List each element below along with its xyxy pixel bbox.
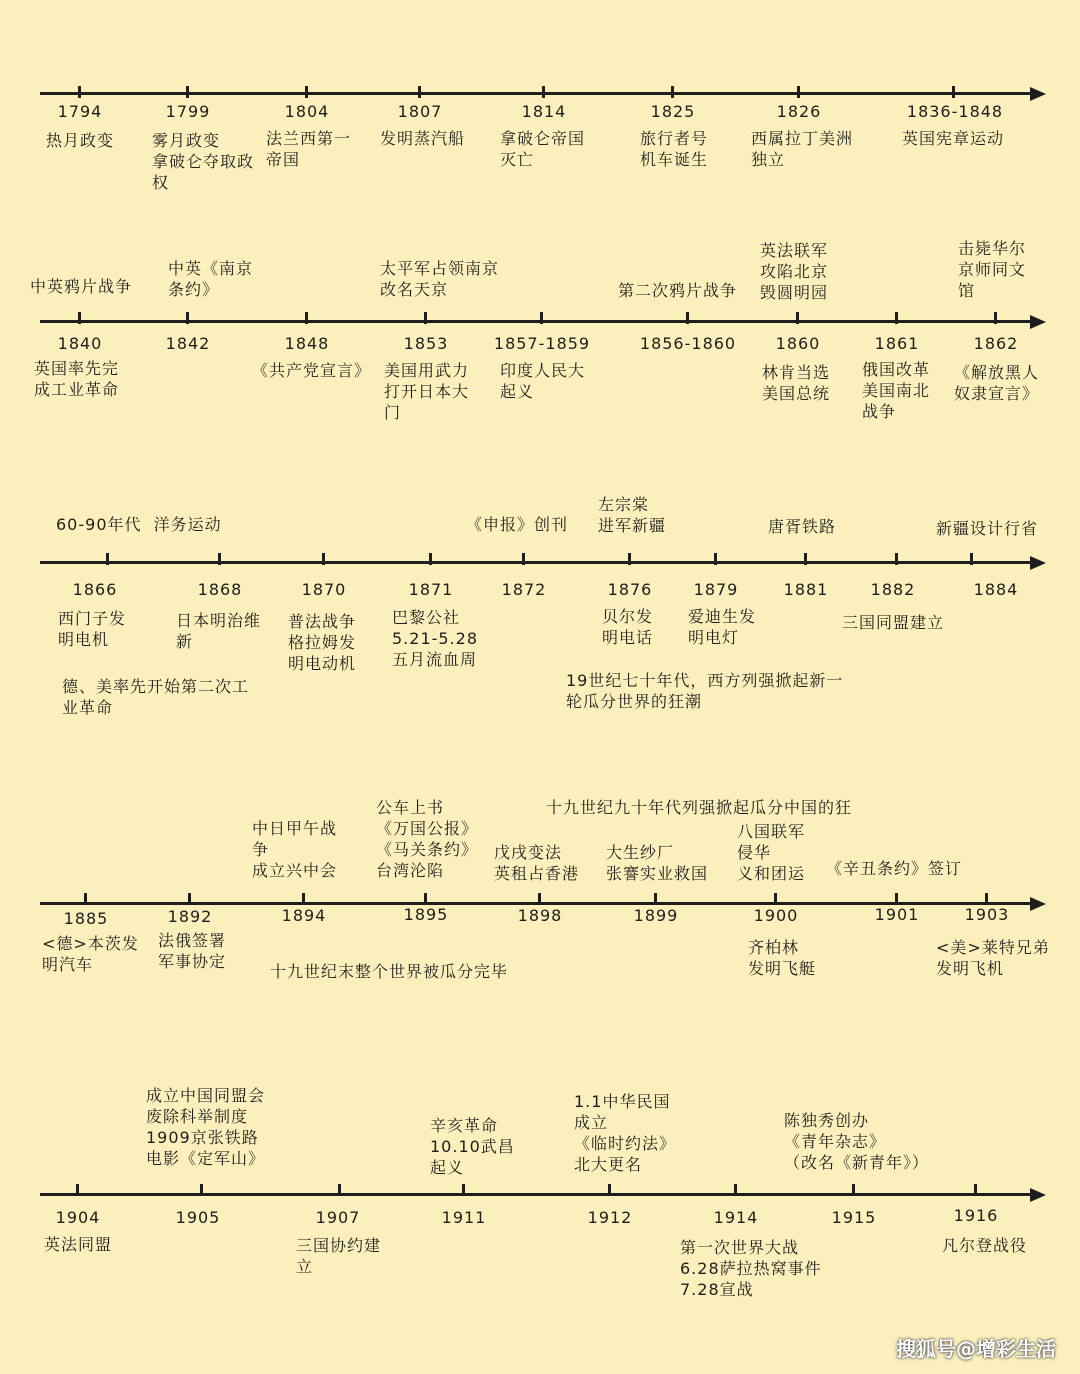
tick	[305, 312, 308, 324]
event-text: 热月政变	[46, 131, 115, 150]
tick	[671, 86, 674, 98]
tick	[714, 553, 717, 565]
tick	[418, 86, 421, 98]
timeline-axis-5	[40, 1193, 1030, 1196]
tick	[462, 1184, 465, 1196]
event-text: 十九世纪末整个世界被瓜分完毕	[270, 962, 509, 981]
year-label: 1879	[693, 580, 739, 599]
year-label: 1903	[964, 905, 1010, 924]
tick	[852, 1184, 855, 1196]
year-label: 1876	[607, 580, 653, 599]
tick	[654, 893, 657, 905]
year-label: 1866	[72, 580, 118, 599]
tick	[429, 553, 432, 565]
event-text: 西门子发 明电机	[58, 609, 127, 649]
year-label: 1900	[753, 906, 799, 925]
event-text: 公车上书 《万国公报》 《马关条约》 台湾沦陷	[376, 798, 479, 880]
year-label: 1881	[783, 580, 829, 599]
event-text: 第二次鸦片战争	[618, 281, 738, 300]
tick	[895, 312, 898, 324]
event-text: 新疆设计行省	[936, 519, 1039, 538]
tick	[188, 893, 191, 905]
tick	[78, 86, 81, 98]
year-label: 1814	[521, 102, 567, 121]
event-text: 法兰西第一 帝国	[266, 129, 352, 169]
event-text: 《申报》创刊	[466, 515, 569, 534]
year-label: 1916	[953, 1206, 999, 1225]
tick	[985, 893, 988, 905]
year-label: 1904	[55, 1208, 101, 1227]
year-label: 1884	[973, 580, 1019, 599]
event-text: 印度人民大 起义	[500, 361, 586, 401]
year-label: 1853	[403, 334, 449, 353]
event-text: 成立中国同盟会 废除科举制度 1909京张铁路 电影《定军山》	[146, 1086, 266, 1168]
event-text: 拿破仑帝国 灭亡	[500, 129, 586, 169]
tick	[970, 553, 973, 565]
tick	[952, 86, 955, 98]
event-text: 巴黎公社 5.21-5.28 五月流血周	[392, 608, 479, 669]
event-text: 德、美率先开始第二次工 业革命	[62, 677, 250, 717]
event-text: 英法同盟	[44, 1235, 113, 1254]
year-label: 1899	[633, 906, 679, 925]
timeline-axis-3	[40, 561, 1030, 564]
event-text: 《解放黑人 奴隶宣言》	[954, 363, 1040, 403]
watermark: 搜狐号@增彩生活	[896, 1337, 1056, 1361]
year-label: 1857-1859	[493, 334, 591, 353]
year-label: 1882	[870, 580, 916, 599]
year-label: 1914	[713, 1208, 759, 1227]
tick	[186, 86, 189, 98]
event-text: 普法战争 格拉姆发 明电动机	[288, 612, 357, 673]
event-text: 《共产党宣言》	[252, 361, 372, 380]
year-label: 1901	[874, 905, 920, 924]
tick	[302, 893, 305, 905]
event-text: 英法联军 攻陷北京 毁圆明园	[760, 241, 829, 302]
year-label: 1871	[408, 580, 454, 599]
tick	[106, 553, 109, 565]
tick	[522, 553, 525, 565]
tick	[305, 86, 308, 98]
event-text: 爱迪生发 明电灯	[688, 607, 757, 647]
event-text: <美>莱特兄弟 发明飞机	[936, 938, 1050, 978]
year-label: 1860	[775, 334, 821, 353]
event-text: 齐柏林 发明飞艇	[748, 938, 817, 978]
year-label: 1836-1848	[906, 102, 1004, 121]
year-label: 1861	[874, 334, 920, 353]
event-text: 60-90年代 洋务运动	[56, 515, 222, 534]
event-text: 中英《南京 条约》	[168, 259, 254, 299]
tick	[542, 86, 545, 98]
tick	[538, 893, 541, 905]
tick	[974, 1184, 977, 1196]
event-text: 唐胥铁路	[768, 517, 837, 536]
tick	[338, 1184, 341, 1196]
tick	[218, 553, 221, 565]
tick	[796, 312, 799, 324]
tick	[76, 1184, 79, 1196]
year-label: 1794	[57, 102, 103, 121]
tick	[84, 893, 87, 905]
arrow-right-icon	[1030, 556, 1046, 570]
event-text: 三国协约建 立	[296, 1236, 382, 1276]
event-text: <德>本茨发 明汽车	[42, 934, 139, 974]
year-label: 1885	[63, 909, 109, 928]
year-label: 1911	[441, 1208, 487, 1227]
year-label: 1807	[397, 102, 443, 121]
year-label: 1898	[517, 906, 563, 925]
event-text: 英国率先完 成工业革命	[34, 359, 120, 399]
event-text: 十九世纪九十年代列强掀起瓜分中国的狂	[546, 798, 853, 817]
year-label: 1825	[650, 102, 696, 121]
event-text: 三国同盟建立	[842, 613, 945, 632]
event-text: 《辛丑条约》签订	[826, 859, 963, 878]
arrow-right-icon	[1030, 897, 1046, 911]
event-text: 贝尔发 明电话	[602, 607, 654, 647]
tick	[540, 312, 543, 324]
tick	[686, 312, 689, 324]
event-text: 英国宪章运动	[902, 129, 1005, 148]
year-label: 1848	[284, 334, 330, 353]
year-label: 1826	[776, 102, 822, 121]
year-label: 1892	[167, 907, 213, 926]
event-text: 太平军占领南京 改名天京	[380, 259, 500, 299]
event-text: 左宗棠 进军新疆	[598, 495, 667, 535]
tick	[628, 553, 631, 565]
event-text: 法俄签署 军事协定	[158, 931, 227, 971]
year-label: 1804	[284, 102, 330, 121]
year-label: 1862	[973, 334, 1019, 353]
year-label: 1870	[301, 580, 347, 599]
event-text: 19世纪七十年代，西方列强掀起新一 轮瓜分世界的狂潮	[566, 671, 844, 711]
year-label: 1856-1860	[639, 334, 737, 353]
year-label: 1868	[197, 580, 243, 599]
event-text: 中日甲午战 争 成立兴中会	[252, 819, 338, 880]
tick	[608, 1184, 611, 1196]
event-text: 辛亥革命 10.10武昌 起义	[430, 1116, 515, 1177]
event-text: 林肯当选 美国总统	[762, 363, 831, 403]
event-text: 戊戌变法 英租占香港	[494, 843, 580, 883]
event-text: 大生纱厂 张謇实业救国	[606, 843, 709, 883]
event-text: 旅行者号 机车诞生	[640, 129, 709, 169]
event-text: 1.1中华民国 成立 《临时约法》 北大更名	[574, 1092, 677, 1174]
event-text: 日本明治维 新	[176, 611, 262, 651]
year-label: 1840	[57, 334, 103, 353]
event-text: 西属拉丁美洲 独立	[751, 129, 854, 169]
tick	[424, 312, 427, 324]
year-label: 1905	[175, 1208, 221, 1227]
tick	[734, 1184, 737, 1196]
event-text: 发明蒸汽船	[380, 129, 466, 148]
tick	[322, 553, 325, 565]
event-text: 陈独秀创办 《青年杂志》 （改名《新青年》）	[784, 1111, 930, 1172]
year-label: 1912	[587, 1208, 633, 1227]
tick	[804, 553, 807, 565]
event-text: 第一次世界大战 6.28萨拉热窝事件 7.28宣战	[680, 1238, 822, 1299]
year-label: 1907	[315, 1208, 361, 1227]
event-text: 击毙华尔 京师同文 馆	[958, 239, 1027, 300]
year-label: 1799	[165, 102, 211, 121]
event-text: 俄国改革 美国南北 战争	[862, 360, 931, 421]
arrow-right-icon	[1030, 315, 1046, 329]
arrow-right-icon	[1030, 1188, 1046, 1202]
tick	[78, 312, 81, 324]
event-text: 中英鸦片战争	[30, 277, 133, 296]
year-label: 1872	[501, 580, 547, 599]
arrow-right-icon	[1030, 87, 1046, 101]
event-text: 雾月政变 拿破仑夺取政 权	[152, 131, 255, 192]
tick	[895, 893, 898, 905]
year-label: 1842	[165, 334, 211, 353]
year-label: 1895	[403, 905, 449, 924]
tick	[994, 312, 997, 324]
event-text: 美国用武力 打开日本大 门	[384, 361, 470, 422]
event-text: 凡尔登战役	[942, 1236, 1028, 1255]
tick	[424, 893, 427, 905]
tick	[200, 1184, 203, 1196]
event-text: 八国联军 侵华 义和团运	[737, 822, 806, 883]
tick	[774, 893, 777, 905]
year-label: 1915	[831, 1208, 877, 1227]
tick	[797, 86, 800, 98]
tick	[895, 553, 898, 565]
year-label: 1894	[281, 906, 327, 925]
tick	[186, 312, 189, 324]
